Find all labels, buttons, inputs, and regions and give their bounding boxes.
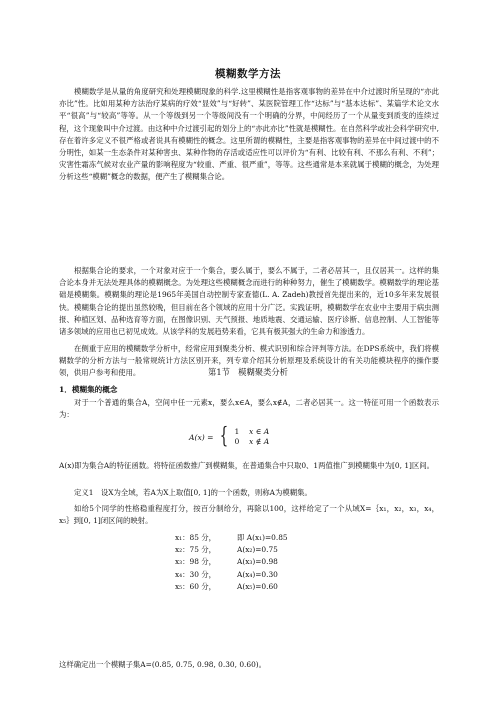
example-paragraph: 如给5个同学的性格稳重程度打分，按百分制给分，再除以100，这样给定了一个从域X=｛x₁，x₂，x₃，x₄，x₅｝到[0, 1]闭区间的映射。 <box>59 504 439 526</box>
case1-value: 1 <box>234 427 240 436</box>
formula-cases <box>234 427 269 447</box>
characteristic-function-formula <box>189 426 269 448</box>
membership-row: x₄：30 分， A(x₄)=0.30 <box>175 569 278 579</box>
membership-row: x₁：85 分， 即 A(x₁)=0.85 <box>175 533 288 542</box>
membership-list <box>175 532 317 593</box>
membership-row: x₃：98 分， A(x₃)=0.98 <box>175 557 278 567</box>
set-definition-paragraph: 对于一个普通的集合A，空间中任一元素x，要么x∈A，要么x∉A，二者必居其一。这一特征可用一个函数表示为： <box>59 398 439 420</box>
intro-paragraph-4: 在侧重于应用的模糊数学分析中，经常应用到聚类分析、模式识别和综合评判等方法。在DPS系统中，我们将模糊数学的分析方法与一般常规统计方法区别开来，列专章介绍其分析原理及系统设计的有关功能模块程序的操作要领，供用户参考和使用。 <box>59 344 439 378</box>
document-title: 模糊数学方法 <box>215 68 281 80</box>
intro-paragraph-3: 模糊集合论的提出虽然较晚，但目前在各个领域的应用十分广泛。实践证明，模糊数学在农业中主要用于病虫测报、种植区划、品种选育等方面，在图像识别、天气预报、地质地震、交通运输、医疗诊断、信息控制、人工智能等诸多领域的应用也已初见成效。从该学科的发展趋势来看，它具有极其强大的生命力和渗透力。 <box>59 303 439 337</box>
definition-1: 定义1 设X为全域，若A为X上取值[0, 1]的一个函数，则称A为模糊集。 <box>74 488 312 497</box>
subsection-heading: 1．模糊集的概念 <box>59 385 118 394</box>
conclusion-line: 这样确定出一个模糊子集A=(0.85, 0.75, 0.98, 0.30, 0.60)。 <box>59 660 267 669</box>
membership-row: x₂：75 分， A(x₂)=0.75 <box>175 545 278 555</box>
membership-row: x₅：60 分， A(x₅)=0.60 <box>175 581 278 591</box>
case2-value: 0 <box>234 437 240 446</box>
formula-brace: { <box>220 424 229 449</box>
formula-lhs: A(x) = <box>189 432 214 442</box>
intro-paragraph-2: 根据集合论的要求，一个对象对应于一个集合，要么属于，要么不属于，二者必居其一，且仅居其一。这样的集合论本身并无法处理具体的模糊概念。为处理这些模糊概念而进行的种种努力，催生了模糊数学。模糊数学的理论基础是模糊集。模糊集的理论是1965年美国自动控制专家查德(L. A. Zadeh)教授首先提出来的，近10多年来发展很快。 <box>59 266 439 312</box>
case1-condition: x ∈ A <box>248 427 270 436</box>
characteristic-function-paragraph: A(x)即为集合A的特征函数。将特征函数推广到模糊集，在普通集合中只取0、1两值推广到模糊集中为[0, 1]区间。 <box>59 461 435 470</box>
intro-paragraph-1: 模糊数学是从量的角度研究和处理模糊现象的科学.这里模糊性是指客观事物的差异在中介过渡时所呈现的“亦此亦比”性。比如用某种方法治疗某病的疗效“显效”与“好转”、某医院管理工作“达标”与“基本达标”、某篇学术论文水平“很高”与“较高”等等。从一个等级到另一个等级间没有一个明确的分界，中间经历了一个从量变到质变的连续过程，这个现象叫中介过渡。由这种中介过渡引起的划分上的“亦此亦比”性就是模糊性。在自然科学或社会科学研究中,存在着许多定义不很严格或者说具有模糊性的概念。这里所谓的模糊性，主要是指客观事物的差异在中间过渡中的不分明性，如某一生态条件对某种害虫、某种作物的存活或适应性可以评价为“有利、比较有利、不那么有利、不利”；灾害性霜冻气候对农业产量的影响程度为“较重、严重、很严重”，等等。这些通常是本来就属于模糊的概念，为处理分析这些“模糊”概念的数据，便产生了模糊集合论。 <box>59 87 439 182</box>
case2-condition: x ∉ A <box>248 437 270 446</box>
section-heading: 第1节 模糊聚类分析 <box>208 367 288 377</box>
